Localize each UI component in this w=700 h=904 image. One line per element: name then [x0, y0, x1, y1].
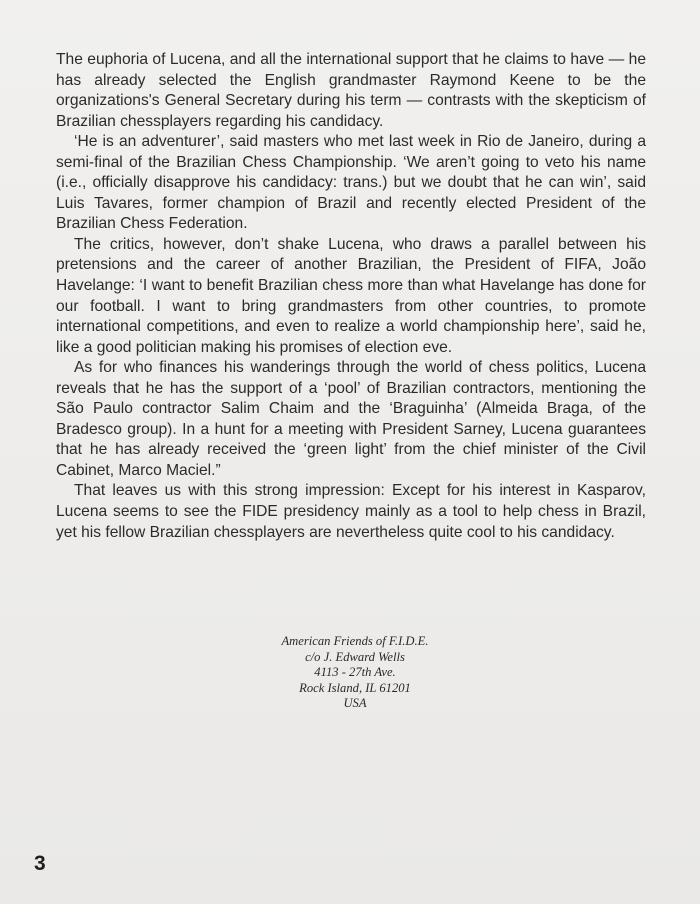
article-body [56, 50, 646, 543]
page-number: 3 [34, 852, 46, 875]
address-care-of: c/o J. Edward Wells [305, 649, 405, 664]
paragraph-1: The euphoria of Lucena, and all the international support that he claims to have — he has already selected the English grandmaster Raymond Keene to be the organizations's General Secretary during his term — contrasts with the skepticism of Brazilian chessplayers regarding his candidacy. [56, 51, 646, 130]
address-city-state-zip: Rock Island, IL 61201 [299, 680, 411, 695]
address-country: USA [343, 696, 367, 711]
paragraph-4: As for who finances his wanderings through the world of chess politics, Lucena reveals that he has the support of a ‘pool’ of Brazilian contractors, mentioning the São Paulo contractor Salim Chaim and the ‘Braguinha’ (Almeida Braga, of the Bradesco group). In a hunt for a meeting with President Sarney, Lucena guarantees that he has already received the ‘green light’ from the chief minister of the Civil Cabinet, Marco Maciel.” [56, 359, 646, 479]
address-organization: American Friends of F.I.D.E. [281, 634, 429, 648]
paragraph-3: The critics, however, don’t shake Lucena, who draws a parallel between his pretensions and the career of another Brazilian, the President of FIFA, João Havelange: ‘I want to benefit Brazilian chess more than what Havelange has done for our football. I want to bring grandmasters from other countries, to promote international competitions, and even to realize a world championship here’, said he, like a good politician making his promises of election eve. [56, 235, 646, 356]
paragraph-5: That leaves us with this strong impression: Except for his interest in Kasparov, Lucena seems to see the FIDE presidency mainly as a tool to help chess in Brazil, yet his fellow Brazilian chessplayers are nevertheless quite cool to his candidacy. [56, 482, 646, 541]
paragraph-2: ‘He is an adventurer’, said masters who met last week in Rio de Janeiro, during a semi-final of the Brazilian Chess Championship. ‘We aren’t going to veto his name (i.e., officially disapprove his candidacy: trans.) but we doubt that he can win’, said Luis Tavares, former champion of Brazil and recently elected President of the Brazilian Chess Federation. [56, 133, 646, 233]
address-street: 4113 - 27th Ave. [314, 665, 396, 680]
mailing-address [240, 634, 470, 712]
